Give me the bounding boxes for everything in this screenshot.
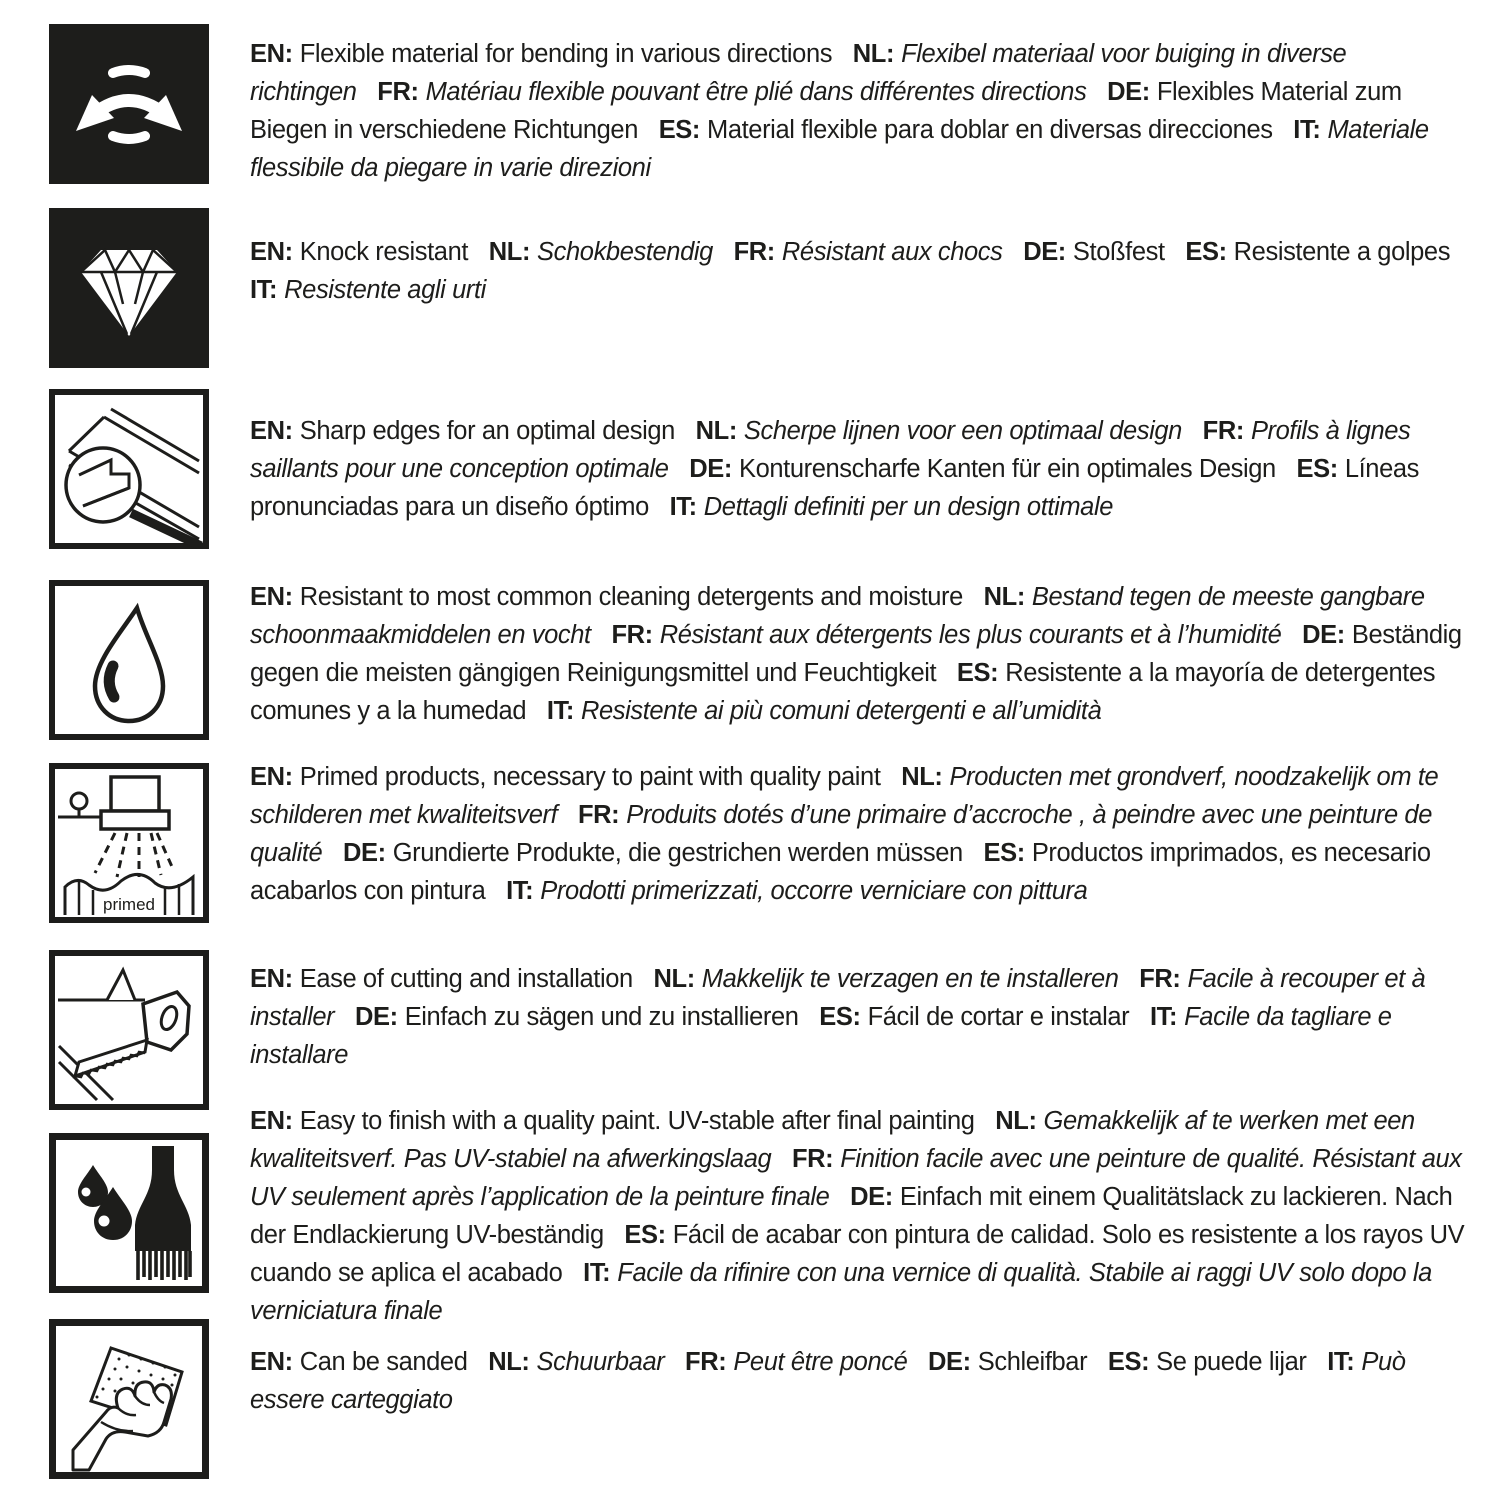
lang-label: DE:	[343, 839, 386, 867]
lang-label: FR:	[685, 1348, 727, 1376]
lang-label: EN:	[250, 965, 293, 993]
sanding-hand-icon	[49, 1319, 209, 1479]
lang-segment	[489, 238, 713, 266]
lang-text: Flexible material for bending in various directions	[299, 40, 833, 68]
lang-segment	[250, 276, 486, 304]
lang-segment	[250, 1107, 975, 1135]
lang-segment	[547, 697, 1102, 725]
feature-descriptions	[250, 412, 1468, 526]
lang-label: ES:	[819, 1003, 861, 1031]
lang-text: Facile da tagliare e installare	[250, 1003, 1392, 1069]
lang-label: FR:	[1139, 965, 1181, 993]
lang-text: Schleifbar	[977, 1348, 1088, 1376]
feature-descriptions	[250, 35, 1468, 187]
lang-label: IT:	[583, 1259, 611, 1287]
lang-text: Schuurbaar	[536, 1348, 665, 1376]
lang-text: Makkelijk te verzagen en te installeren	[701, 965, 1119, 993]
lang-segment	[250, 417, 675, 445]
lang-text: Profils à lignes saillants pour une conception optimale	[250, 417, 1411, 483]
lang-segment	[689, 455, 1276, 483]
lang-text: Gemakkelijk af te werken met een kwaliteitsverf. Pas UV-stabiel na afwerkingslaag	[250, 1107, 1415, 1173]
feature-descriptions	[250, 233, 1468, 309]
lang-label: NL:	[983, 583, 1025, 611]
lang-segment	[250, 583, 963, 611]
feature-descriptions	[250, 758, 1468, 910]
lang-text: Einfach zu sägen und zu installieren	[404, 1003, 799, 1031]
lang-text: Sharp edges for an optimal design	[299, 417, 675, 445]
lang-text: Materiale flessibile da piegare in varie direzioni	[250, 116, 1429, 182]
lang-text: Finition facile avec une peinture de qualité. Résistant aux UV seulement après l’application de la peinture finale	[250, 1145, 1462, 1211]
lang-text: Can be sanded	[299, 1348, 468, 1376]
lang-label: EN:	[250, 40, 293, 68]
lang-segment	[685, 1348, 907, 1376]
flexible-bend-arrows-icon	[49, 24, 209, 184]
lang-label: EN:	[250, 417, 293, 445]
lang-label: NL:	[852, 40, 895, 68]
lang-text: Producten met grondverf, noodzakelijk om te schilderen met kwaliteitsverf	[250, 763, 1439, 829]
lang-label: DE:	[1302, 621, 1345, 649]
lang-text: Résistant aux détergents les plus courants et à l’humidité	[659, 621, 1282, 649]
lang-segment	[343, 839, 963, 867]
lang-text: Konturenscharfe Kanten für ein optimales Design	[738, 455, 1276, 483]
lang-text: Scherpe lijnen voor een optimaal design	[743, 417, 1182, 445]
lang-label: FR:	[733, 238, 775, 266]
lang-text: Peut être poncé	[733, 1348, 908, 1376]
feature-descriptions	[250, 578, 1468, 730]
lang-segment	[734, 238, 1003, 266]
lang-segment	[696, 417, 1182, 445]
lang-text: Facile à recouper et à installer	[250, 965, 1426, 1031]
lang-segment	[488, 1348, 664, 1376]
lang-label: NL:	[901, 763, 943, 791]
primed-label: primed	[103, 895, 155, 914]
lang-text: Easy to finish with a quality paint. UV-stable after final painting	[299, 1107, 975, 1135]
lang-segment	[659, 116, 1273, 144]
lang-label: NL:	[653, 965, 695, 993]
lang-segment	[506, 877, 1087, 905]
lang-text: Líneas pronunciadas para un diseño óptimo	[250, 455, 1420, 521]
lang-label: FR:	[611, 621, 653, 649]
lang-label: ES:	[1107, 1348, 1150, 1376]
lang-label: DE:	[1023, 238, 1066, 266]
lang-text: Fácil de acabar con pintura de calidad. Solo es resistente a los rayos UV cuando se aplica el acabado	[250, 1221, 1465, 1287]
lang-text: Flexibles Material zum Biegen in verschiedene Richtungen	[250, 78, 1402, 144]
lang-label: IT:	[1149, 1003, 1178, 1031]
lang-label: ES:	[983, 839, 1025, 867]
lang-label: ES:	[1296, 455, 1338, 483]
lang-text: Prodotti primerizzati, occorre verniciare con pittura	[540, 877, 1088, 905]
lang-label: IT:	[1293, 116, 1321, 144]
lang-label: FR:	[577, 801, 620, 829]
sharp-edge-magnifier-icon	[49, 389, 209, 549]
lang-text: Può essere carteggiato	[250, 1348, 1406, 1414]
lang-text: Facile da rifinire con una vernice di qualità. Stabile ai raggi UV solo dopo la verniciatura finale	[250, 1259, 1432, 1325]
lang-text: Resistant to most common cleaning detergents and moisture	[299, 583, 963, 611]
lang-label: FR:	[377, 78, 419, 106]
lang-text: Ease of cutting and installation	[299, 965, 633, 993]
paint-drops-brush-icon	[49, 1133, 209, 1293]
lang-label: IT:	[546, 697, 574, 725]
lang-text: Knock resistant	[299, 238, 469, 266]
lang-segment	[250, 965, 633, 993]
lang-text: Schokbestendig	[537, 238, 713, 266]
lang-label: DE:	[1107, 78, 1150, 106]
diamond-knock-resistant-icon	[49, 208, 209, 368]
lang-label: NL:	[995, 1107, 1037, 1135]
lang-label: IT:	[669, 493, 697, 521]
lang-segment	[250, 238, 468, 266]
lang-text: Flexibel materiaal voor buiging in diverse richtingen	[250, 40, 1347, 106]
lang-segment	[1108, 1348, 1307, 1376]
lang-segment	[250, 1348, 468, 1376]
lang-segment	[928, 1348, 1087, 1376]
lang-segment	[654, 965, 1119, 993]
lang-text: Se puede lijar	[1156, 1348, 1307, 1376]
lang-label: ES:	[956, 659, 999, 687]
lang-label: NL:	[488, 238, 531, 266]
lang-label: DE:	[689, 455, 732, 483]
lang-segment	[1185, 238, 1450, 266]
lang-text: Resistente ai più comuni detergenti e all’umidità	[580, 697, 1102, 725]
lang-segment	[250, 40, 832, 68]
lang-text: Einfach mit einem Qualitätslack zu lackieren. Nach der Endlackierung UV-beständig	[250, 1183, 1453, 1249]
feature-descriptions	[250, 960, 1468, 1074]
lang-text: Primed products, necessary to paint with quality paint	[299, 763, 881, 791]
lang-label: NL:	[488, 1348, 530, 1376]
lang-text: Resistente a golpes	[1233, 238, 1451, 266]
lang-label: EN:	[250, 583, 293, 611]
lang-label: EN:	[250, 763, 293, 791]
lang-text: Productos imprimados, es necesario acabarlos con pintura	[250, 839, 1431, 905]
lang-label: FR:	[1202, 417, 1244, 445]
lang-segment	[1023, 238, 1164, 266]
lang-label: DE:	[928, 1348, 971, 1376]
feature-descriptions	[250, 1102, 1468, 1330]
lang-label: NL:	[695, 417, 737, 445]
lang-label: ES:	[1185, 238, 1227, 266]
lang-segment	[611, 621, 1281, 649]
lang-label: DE:	[354, 1003, 398, 1031]
lang-segment	[819, 1003, 1129, 1031]
primer-spray-icon	[49, 763, 209, 923]
lang-text: Stoßfest	[1072, 238, 1165, 266]
lang-text: Material flexible para doblar en diversas direcciones	[707, 116, 1273, 144]
water-drop-icon	[49, 580, 209, 740]
lang-text: Resistente a la mayoría de detergentes comunes y a la humedad	[250, 659, 1436, 725]
lang-label: IT:	[1327, 1348, 1355, 1376]
lang-text: Resistente agli urti	[284, 276, 486, 304]
lang-label: EN:	[250, 1348, 293, 1376]
hand-saw-icon	[49, 950, 209, 1110]
lang-text: Bestand tegen de meeste gangbare schoonmaakmiddelen en vocht	[250, 583, 1425, 649]
lang-segment	[250, 763, 881, 791]
lang-label: DE:	[850, 1183, 893, 1211]
lang-label: FR:	[791, 1145, 834, 1173]
lang-text: Fácil de cortar e instalar	[867, 1003, 1130, 1031]
lang-segment	[670, 493, 1113, 521]
lang-text: Beständig gegen die meisten gängigen Reinigungsmittel und Feuchtigkeit	[250, 621, 1462, 687]
lang-label: ES:	[658, 116, 700, 144]
lang-text: Matériau flexible pouvant être plié dans différentes directions	[425, 78, 1087, 106]
lang-text: Dettagli definiti per un design ottimale	[703, 493, 1114, 521]
lang-text: Grundierte Produkte, die gestrichen werden müssen	[392, 839, 963, 867]
lang-label: ES:	[624, 1221, 666, 1249]
lang-segment	[377, 78, 1086, 106]
lang-segment	[355, 1003, 799, 1031]
lang-label: EN:	[250, 238, 293, 266]
lang-label: EN:	[250, 1107, 293, 1135]
lang-text: Résistant aux chocs	[781, 238, 1003, 266]
lang-text: Produits dotés d’une primaire d’accroche , à peindre avec une peinture de qualité	[250, 801, 1432, 867]
feature-descriptions	[250, 1343, 1468, 1419]
lang-label: IT:	[250, 276, 278, 304]
lang-label: IT:	[506, 877, 534, 905]
